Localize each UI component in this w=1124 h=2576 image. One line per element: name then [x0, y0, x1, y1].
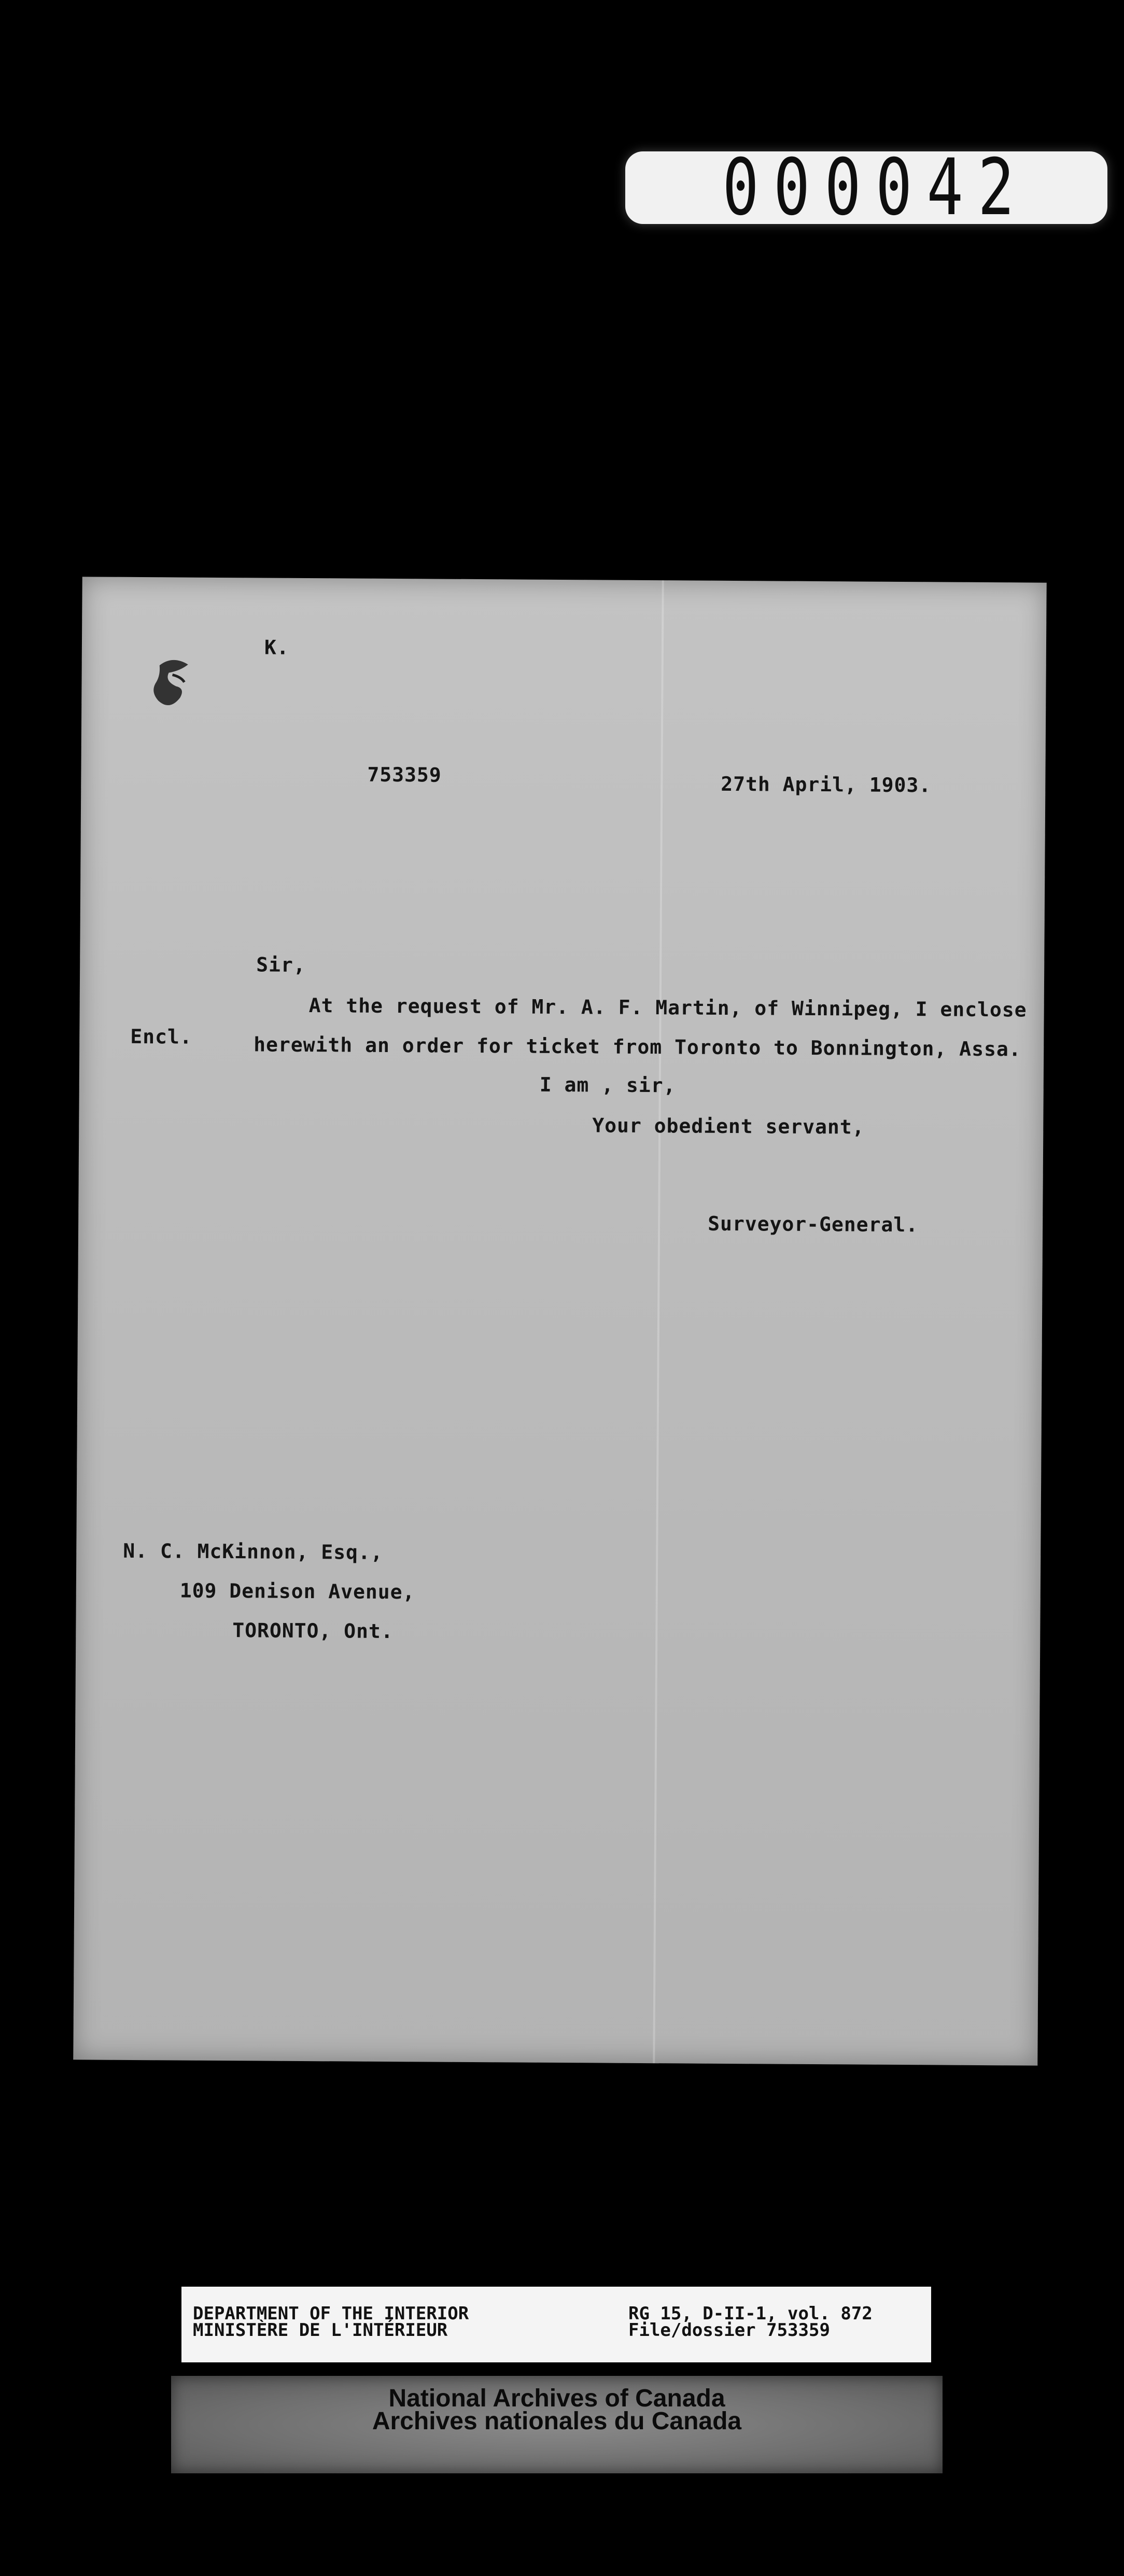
letter-date: 27th April, 1903.: [721, 772, 932, 797]
salutation: Sir,: [256, 953, 306, 976]
department-en: DEPARTMENT OF THE INTERIOR: [193, 2303, 469, 2324]
archives-fr: Archives nationales du Canada: [372, 2407, 742, 2435]
frame-number-plate: [625, 151, 1107, 224]
signature-title: Surveyor-General.: [708, 1212, 919, 1237]
initial-mark: K.: [264, 636, 289, 659]
body-line-2: herewith an order for ticket from Toronto to Bonnington, Assa.: [254, 1033, 1021, 1061]
file-number: 753359: [367, 763, 442, 787]
department-label: [181, 2287, 931, 2362]
closing-line-2: Your obedient servant,: [592, 1114, 865, 1139]
addressee-street: 109 Denison Avenue,: [179, 1579, 415, 1604]
addressee-name: N. C. McKinnon, Esq.,: [123, 1539, 383, 1564]
record-group-reference: RG 15, D-II-1, vol. 872: [628, 2303, 873, 2324]
addressee-city: TORONTO, Ont.: [232, 1619, 394, 1643]
closing-line-1: I am , sir,: [539, 1073, 676, 1097]
archives-en: National Archives of Canada: [388, 2385, 725, 2412]
body-line-1: At the request of Mr. A. F. Martin, of Winnipeg, I enclose: [308, 994, 1027, 1021]
ink-blot-mark: [144, 650, 201, 718]
fold-line: [653, 580, 664, 2063]
department-fr: MINISTÈRE DE L'INTÉRIEUR: [193, 2320, 448, 2341]
margin-note-encl: Encl.: [130, 1025, 192, 1048]
archives-label: [171, 2376, 943, 2473]
frame-number: 000042: [722, 151, 1029, 224]
letter-sheet: [73, 577, 1046, 2065]
file-reference: File/dossier 753359: [628, 2320, 830, 2341]
